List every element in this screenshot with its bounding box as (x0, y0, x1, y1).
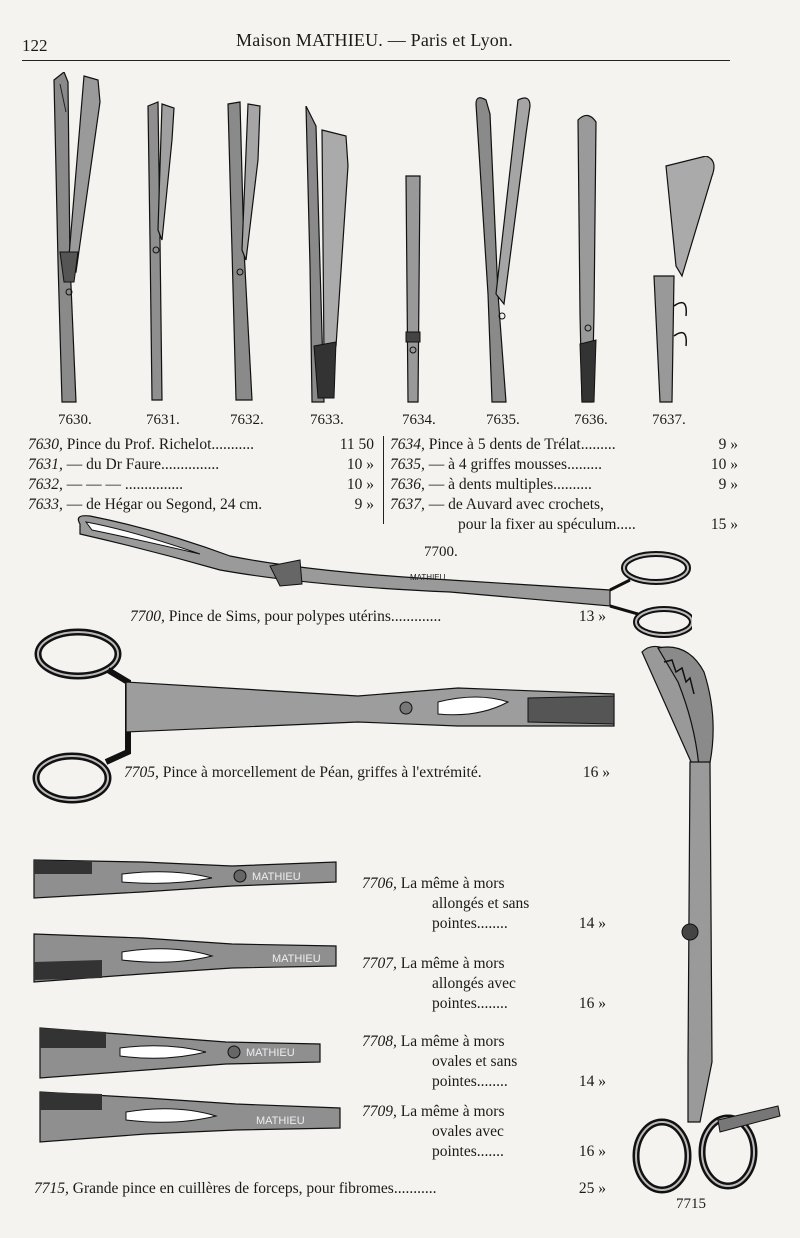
item-number: 7706, (362, 875, 397, 892)
item-description: — de Hégar ou Segond, 24 cm. (66, 496, 263, 513)
item-description: pointes........ (432, 915, 508, 932)
figure-ref-7634: 7634. (402, 412, 436, 428)
figure-ref-7632: 7632. (230, 412, 264, 428)
item-description: allongés avec (432, 975, 516, 992)
item-description: — de Auvard avec crochets, (428, 496, 604, 513)
item-description: — à 4 griffes mousses......... (428, 456, 602, 473)
figure-ref-7633: 7633. (310, 412, 344, 428)
header-separator: — (383, 30, 411, 50)
item-description: pour la fixer au spéculum..... (458, 516, 636, 533)
engraving-label: MATHIEU (256, 1115, 305, 1127)
forceps-7636-illustration (570, 114, 606, 406)
page-header (236, 30, 513, 51)
item-number: 7637, (390, 496, 425, 513)
item-description: — — — ............... (66, 476, 183, 493)
figure-ref-7636: 7636. (574, 412, 608, 428)
item-number: 7709, (362, 1103, 397, 1120)
list-item (124, 764, 610, 782)
figure-ref-7631: 7631. (146, 412, 180, 428)
item-number: 7700, (130, 608, 165, 625)
item-price: 15 » (710, 516, 738, 533)
item-price: 16 » (582, 764, 610, 781)
item-description: pointes........ (432, 995, 508, 1012)
jaw-7708-illustration (36, 1022, 322, 1084)
item-number: 7635, (390, 456, 425, 473)
item-price: 10 » (710, 456, 738, 473)
item-number: 7634, (390, 436, 425, 453)
item-number: 7632, (28, 476, 63, 493)
item-description: Pince du Prof. Richelot........... (66, 436, 255, 453)
forceps-7633-illustration (302, 106, 354, 406)
item-description: pointes....... (432, 1143, 504, 1160)
item-number: 7705, (124, 764, 159, 781)
list-item (362, 874, 606, 934)
list-item (34, 1180, 606, 1198)
item-description: Pince à 5 dents de Trélat......... (428, 436, 616, 453)
item-description: Pince de Sims, pour polypes utérins............. (168, 608, 442, 625)
engraving-label: MATHIEU (252, 871, 301, 883)
list-item (390, 476, 742, 494)
forceps-7631-illustration (140, 100, 182, 404)
item-description: La même à mors (400, 955, 505, 972)
figure-ref-7715: 7715 (676, 1196, 706, 1212)
list-item (28, 436, 380, 454)
figure-ref-7700: 7700. (424, 544, 458, 560)
forceps-7632-illustration (222, 100, 268, 404)
item-price: 14 » (578, 1073, 606, 1090)
item-number: 7633, (28, 496, 63, 513)
forceps-7635-illustration (466, 94, 538, 406)
list-item (28, 456, 380, 474)
jaw-7707-illustration (32, 926, 338, 988)
forceps-7637-illustration (646, 156, 722, 406)
item-description: ovales avec (432, 1123, 504, 1140)
fibroma-forceps-7715-illustration (628, 642, 788, 1208)
item-number: 7708, (362, 1033, 397, 1050)
item-number: 7707, (362, 955, 397, 972)
cities: Paris et Lyon. (410, 30, 513, 50)
item-price: 11 50 (339, 436, 374, 453)
engraving-label: MATHIEU (272, 953, 321, 965)
item-price: 16 » (578, 995, 606, 1012)
item-price: 10 » (346, 476, 374, 493)
item-description: La même à mors (400, 875, 505, 892)
item-description: Grande pince en cuillères de forceps, pour fibromes........... (72, 1180, 437, 1197)
item-description: pointes........ (432, 1073, 508, 1090)
item-price: 25 » (578, 1180, 606, 1197)
engraving-label: MATHIEU (246, 1047, 295, 1059)
list-item (362, 1032, 606, 1092)
item-description: Pince à morcellement de Péan, griffes à l'extrémité. (162, 764, 482, 781)
item-description: La même à mors (400, 1103, 505, 1120)
page-number: 122 (22, 36, 48, 55)
engraving-label: MATHIEU (410, 573, 446, 582)
item-price: 13 » (578, 608, 606, 625)
item-number: 7630, (28, 436, 63, 453)
item-description: La même à mors (400, 1033, 505, 1050)
house-name: Maison MATHIEU. (236, 30, 383, 50)
figure-ref-7637: 7637. (652, 412, 686, 428)
forceps-7630-illustration (40, 72, 110, 408)
item-number: 7636, (390, 476, 425, 493)
figure-ref-7635: 7635. (486, 412, 520, 428)
item-price: 10 » (346, 456, 374, 473)
item-description: — à dents multiples.......... (428, 476, 592, 493)
list-item (28, 476, 380, 494)
item-description: ovales et sans (432, 1053, 518, 1070)
pean-forceps-7705-illustration (28, 622, 620, 812)
jaw-7706-illustration (32, 852, 338, 910)
item-number: 7631, (28, 456, 63, 473)
item-description: allongés et sans (432, 895, 530, 912)
header-rule (22, 60, 730, 61)
list-item (362, 1102, 606, 1162)
figure-ref-7630: 7630. (58, 412, 92, 428)
item-number: 7715, (34, 1180, 69, 1197)
item-price: 16 » (578, 1143, 606, 1160)
list-item (390, 456, 742, 474)
forceps-7634-illustration (398, 172, 428, 406)
list-item (390, 436, 742, 454)
item-description: — du Dr Faure............... (66, 456, 220, 473)
jaw-7709-illustration (36, 1086, 342, 1146)
item-price: 9 » (354, 496, 374, 513)
list-item (362, 954, 606, 1014)
item-price: 9 » (718, 436, 738, 453)
item-price: 9 » (718, 476, 738, 493)
item-price: 14 » (578, 915, 606, 932)
